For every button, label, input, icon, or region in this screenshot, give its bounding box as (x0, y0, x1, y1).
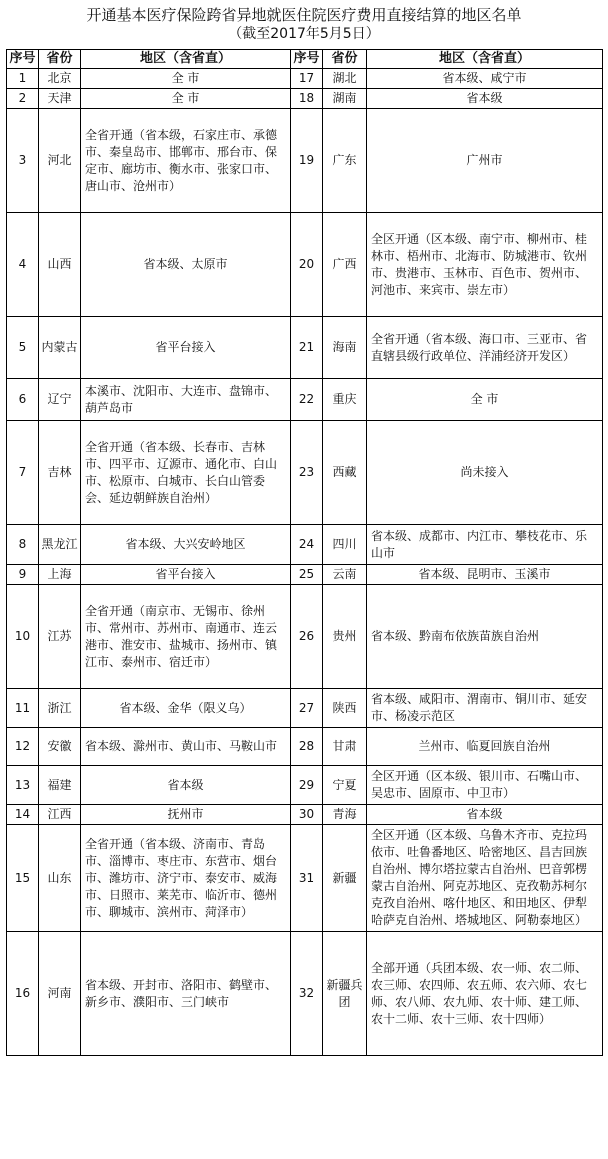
table-row (7, 766, 603, 805)
cell-right-no: 29 (291, 766, 323, 805)
header-area-right: 地区（含省直） (367, 50, 603, 69)
cell-left-area: 省本级 (81, 766, 291, 805)
cell-left-area: 全 市 (81, 69, 291, 89)
cell-left-no: 3 (7, 109, 39, 213)
cell-left-no: 15 (7, 825, 39, 932)
cell-right-province: 广东 (323, 109, 367, 213)
cell-left-no: 5 (7, 317, 39, 379)
cell-right-area: 省本级、昆明市、玉溪市 (367, 565, 603, 585)
table-row (7, 932, 603, 1056)
header-no-right: 序号 (291, 50, 323, 69)
cell-left-province: 安徽 (39, 728, 81, 766)
cell-left-province: 江西 (39, 805, 81, 825)
cell-left-area: 全 市 (81, 89, 291, 109)
table-row (7, 379, 603, 421)
cell-left-province: 北京 (39, 69, 81, 89)
cell-right-area: 兰州市、临夏回族自治州 (367, 728, 603, 766)
cell-right-no: 31 (291, 825, 323, 932)
header-province-left: 省份 (39, 50, 81, 69)
table-row (7, 109, 603, 213)
cell-right-no: 21 (291, 317, 323, 379)
cell-left-area: 省平台接入 (81, 317, 291, 379)
cell-right-province: 青海 (323, 805, 367, 825)
cell-left-area: 抚州市 (81, 805, 291, 825)
cell-right-no: 19 (291, 109, 323, 213)
cell-left-no: 1 (7, 69, 39, 89)
cell-left-no: 16 (7, 932, 39, 1056)
header-area-left: 地区（含省直） (81, 50, 291, 69)
header-province-right: 省份 (323, 50, 367, 69)
cell-left-area: 省本级、金华（限义乌） (81, 689, 291, 728)
cell-left-no: 12 (7, 728, 39, 766)
page-subtitle: （截至2017年5月5日） (228, 26, 380, 42)
table-row (7, 585, 603, 689)
table-row (7, 565, 603, 585)
table-row (7, 525, 603, 565)
table-row (7, 805, 603, 825)
cell-right-no: 25 (291, 565, 323, 585)
cell-right-area: 尚未接入 (367, 421, 603, 525)
cell-right-province: 西藏 (323, 421, 367, 525)
cell-left-province: 江苏 (39, 585, 81, 689)
cell-right-area: 省本级、成都市、内江市、攀枝花市、乐山市 (367, 525, 603, 565)
cell-right-no: 27 (291, 689, 323, 728)
cell-left-area: 全省开通（省本级，石家庄市、承德市、秦皇岛市、邯郸市、邢台市、保定市、廊坊市、衡水市、张家口市、唐山市、沧州市） (81, 109, 291, 213)
cell-left-no: 13 (7, 766, 39, 805)
cell-left-province: 山西 (39, 213, 81, 317)
cell-right-province: 海南 (323, 317, 367, 379)
cell-left-province: 黑龙江 (39, 525, 81, 565)
cell-left-area: 全省开通（省本级、长春市、吉林市、四平市、辽源市、通化市、白山市、松原市、白城市、长白山管委会、延边朝鲜族自治州） (81, 421, 291, 525)
cell-right-area: 省本级 (367, 89, 603, 109)
table-header-row (7, 50, 603, 69)
cell-right-no: 32 (291, 932, 323, 1056)
table-row (7, 69, 603, 89)
cell-right-no: 22 (291, 379, 323, 421)
cell-left-no: 8 (7, 525, 39, 565)
cell-left-province: 辽宁 (39, 379, 81, 421)
cell-right-area: 省本级 (367, 805, 603, 825)
cell-right-no: 18 (291, 89, 323, 109)
cell-right-no: 23 (291, 421, 323, 525)
cell-right-province: 云南 (323, 565, 367, 585)
cell-right-province: 重庆 (323, 379, 367, 421)
cell-right-no: 30 (291, 805, 323, 825)
cell-left-area: 省本级、大兴安岭地区 (81, 525, 291, 565)
cell-left-no: 2 (7, 89, 39, 109)
cell-left-area: 本溪市、沈阳市、大连市、盘锦市、葫芦岛市 (81, 379, 291, 421)
table-row (7, 89, 603, 109)
cell-left-province: 河北 (39, 109, 81, 213)
cell-left-province: 上海 (39, 565, 81, 585)
cell-right-area: 全区开通（区本级、南宁市、柳州市、桂林市、梧州市、北海市、防城港市、钦州市、贵港市、玉林市、百色市、贺州市、河池市、来宾市、崇左市） (367, 213, 603, 317)
cell-left-no: 14 (7, 805, 39, 825)
cell-left-province: 山东 (39, 825, 81, 932)
cell-right-area: 省本级、黔南布依族苗族自治州 (367, 585, 603, 689)
cell-right-province: 四川 (323, 525, 367, 565)
cell-right-area: 全 市 (367, 379, 603, 421)
cell-right-province: 陕西 (323, 689, 367, 728)
cell-right-area: 省本级、咸宁市 (367, 69, 603, 89)
table-row (7, 421, 603, 525)
table-row (7, 689, 603, 728)
cell-right-no: 20 (291, 213, 323, 317)
cell-left-no: 4 (7, 213, 39, 317)
cell-left-no: 10 (7, 585, 39, 689)
cell-right-area: 省本级、咸阳市、渭南市、铜川市、延安市、杨凌示范区 (367, 689, 603, 728)
cell-right-area: 全省开通（省本级、海口市、三亚市、省直辖县级行政单位、洋浦经济开发区） (367, 317, 603, 379)
cell-right-no: 26 (291, 585, 323, 689)
cell-right-no: 24 (291, 525, 323, 565)
cell-left-province: 河南 (39, 932, 81, 1056)
cell-left-province: 福建 (39, 766, 81, 805)
cell-right-province: 宁夏 (323, 766, 367, 805)
cell-right-area: 广州市 (367, 109, 603, 213)
cell-right-province: 甘肃 (323, 728, 367, 766)
cell-left-area: 省本级、滁州市、黄山市、马鞍山市 (81, 728, 291, 766)
cell-right-province: 湖南 (323, 89, 367, 109)
cell-left-area: 全省开通（省本级、济南市、青岛市、淄博市、枣庄市、东营市、烟台市、潍坊市、济宁市、泰安市、威海市、日照市、莱芜市、临沂市、德州市、聊城市、滨州市、菏泽市） (81, 825, 291, 932)
cell-left-no: 6 (7, 379, 39, 421)
cell-left-area: 省本级、太原市 (81, 213, 291, 317)
cell-right-area: 全区开通（区本级、乌鲁木齐市、克拉玛依市、吐鲁番地区、哈密地区、昌吉回族自治州、博尔塔拉蒙古自治州、巴音郭楞蒙古自治州、阿克苏地区、克孜勒苏柯尔克孜自治州、喀什地区、和田地区、伊犁哈萨克自治州、塔城地区、阿勒泰地区） (367, 825, 603, 932)
cell-left-no: 11 (7, 689, 39, 728)
cell-right-no: 28 (291, 728, 323, 766)
table-row (7, 317, 603, 379)
cell-right-area: 全区开通（区本级、银川市、石嘴山市、吴忠市、固原市、中卫市） (367, 766, 603, 805)
cell-right-province: 贵州 (323, 585, 367, 689)
cell-right-province: 湖北 (323, 69, 367, 89)
regions-table (6, 49, 603, 1056)
cell-right-province: 广西 (323, 213, 367, 317)
table-row (7, 825, 603, 932)
cell-left-province: 天津 (39, 89, 81, 109)
cell-left-no: 9 (7, 565, 39, 585)
cell-right-province: 新疆兵团 (323, 932, 367, 1056)
table-row (7, 213, 603, 317)
cell-left-area: 省本级、开封市、洛阳市、鹤壁市、新乡市、濮阳市、三门峡市 (81, 932, 291, 1056)
table-row (7, 728, 603, 766)
cell-right-area: 全部开通（兵团本级、农一师、农二师、农三师、农四师、农五师、农六师、农七师、农八师、农九师、农十师、建工师、农十二师、农十三师、农十四师） (367, 932, 603, 1056)
cell-left-province: 浙江 (39, 689, 81, 728)
cell-right-province: 新疆 (323, 825, 367, 932)
cell-left-no: 7 (7, 421, 39, 525)
cell-left-province: 吉林 (39, 421, 81, 525)
header-no-left: 序号 (7, 50, 39, 69)
page-title: 开通基本医疗保险跨省异地就医住院医疗费用直接结算的地区名单 (86, 6, 522, 24)
cell-left-area: 全省开通（南京市、无锡市、徐州市、常州市、苏州市、南通市、连云港市、淮安市、盐城市、扬州市、镇江市、泰州市、宿迁市） (81, 585, 291, 689)
cell-right-no: 17 (291, 69, 323, 89)
cell-left-area: 省平台接入 (81, 565, 291, 585)
cell-left-province: 内蒙古 (39, 317, 81, 379)
